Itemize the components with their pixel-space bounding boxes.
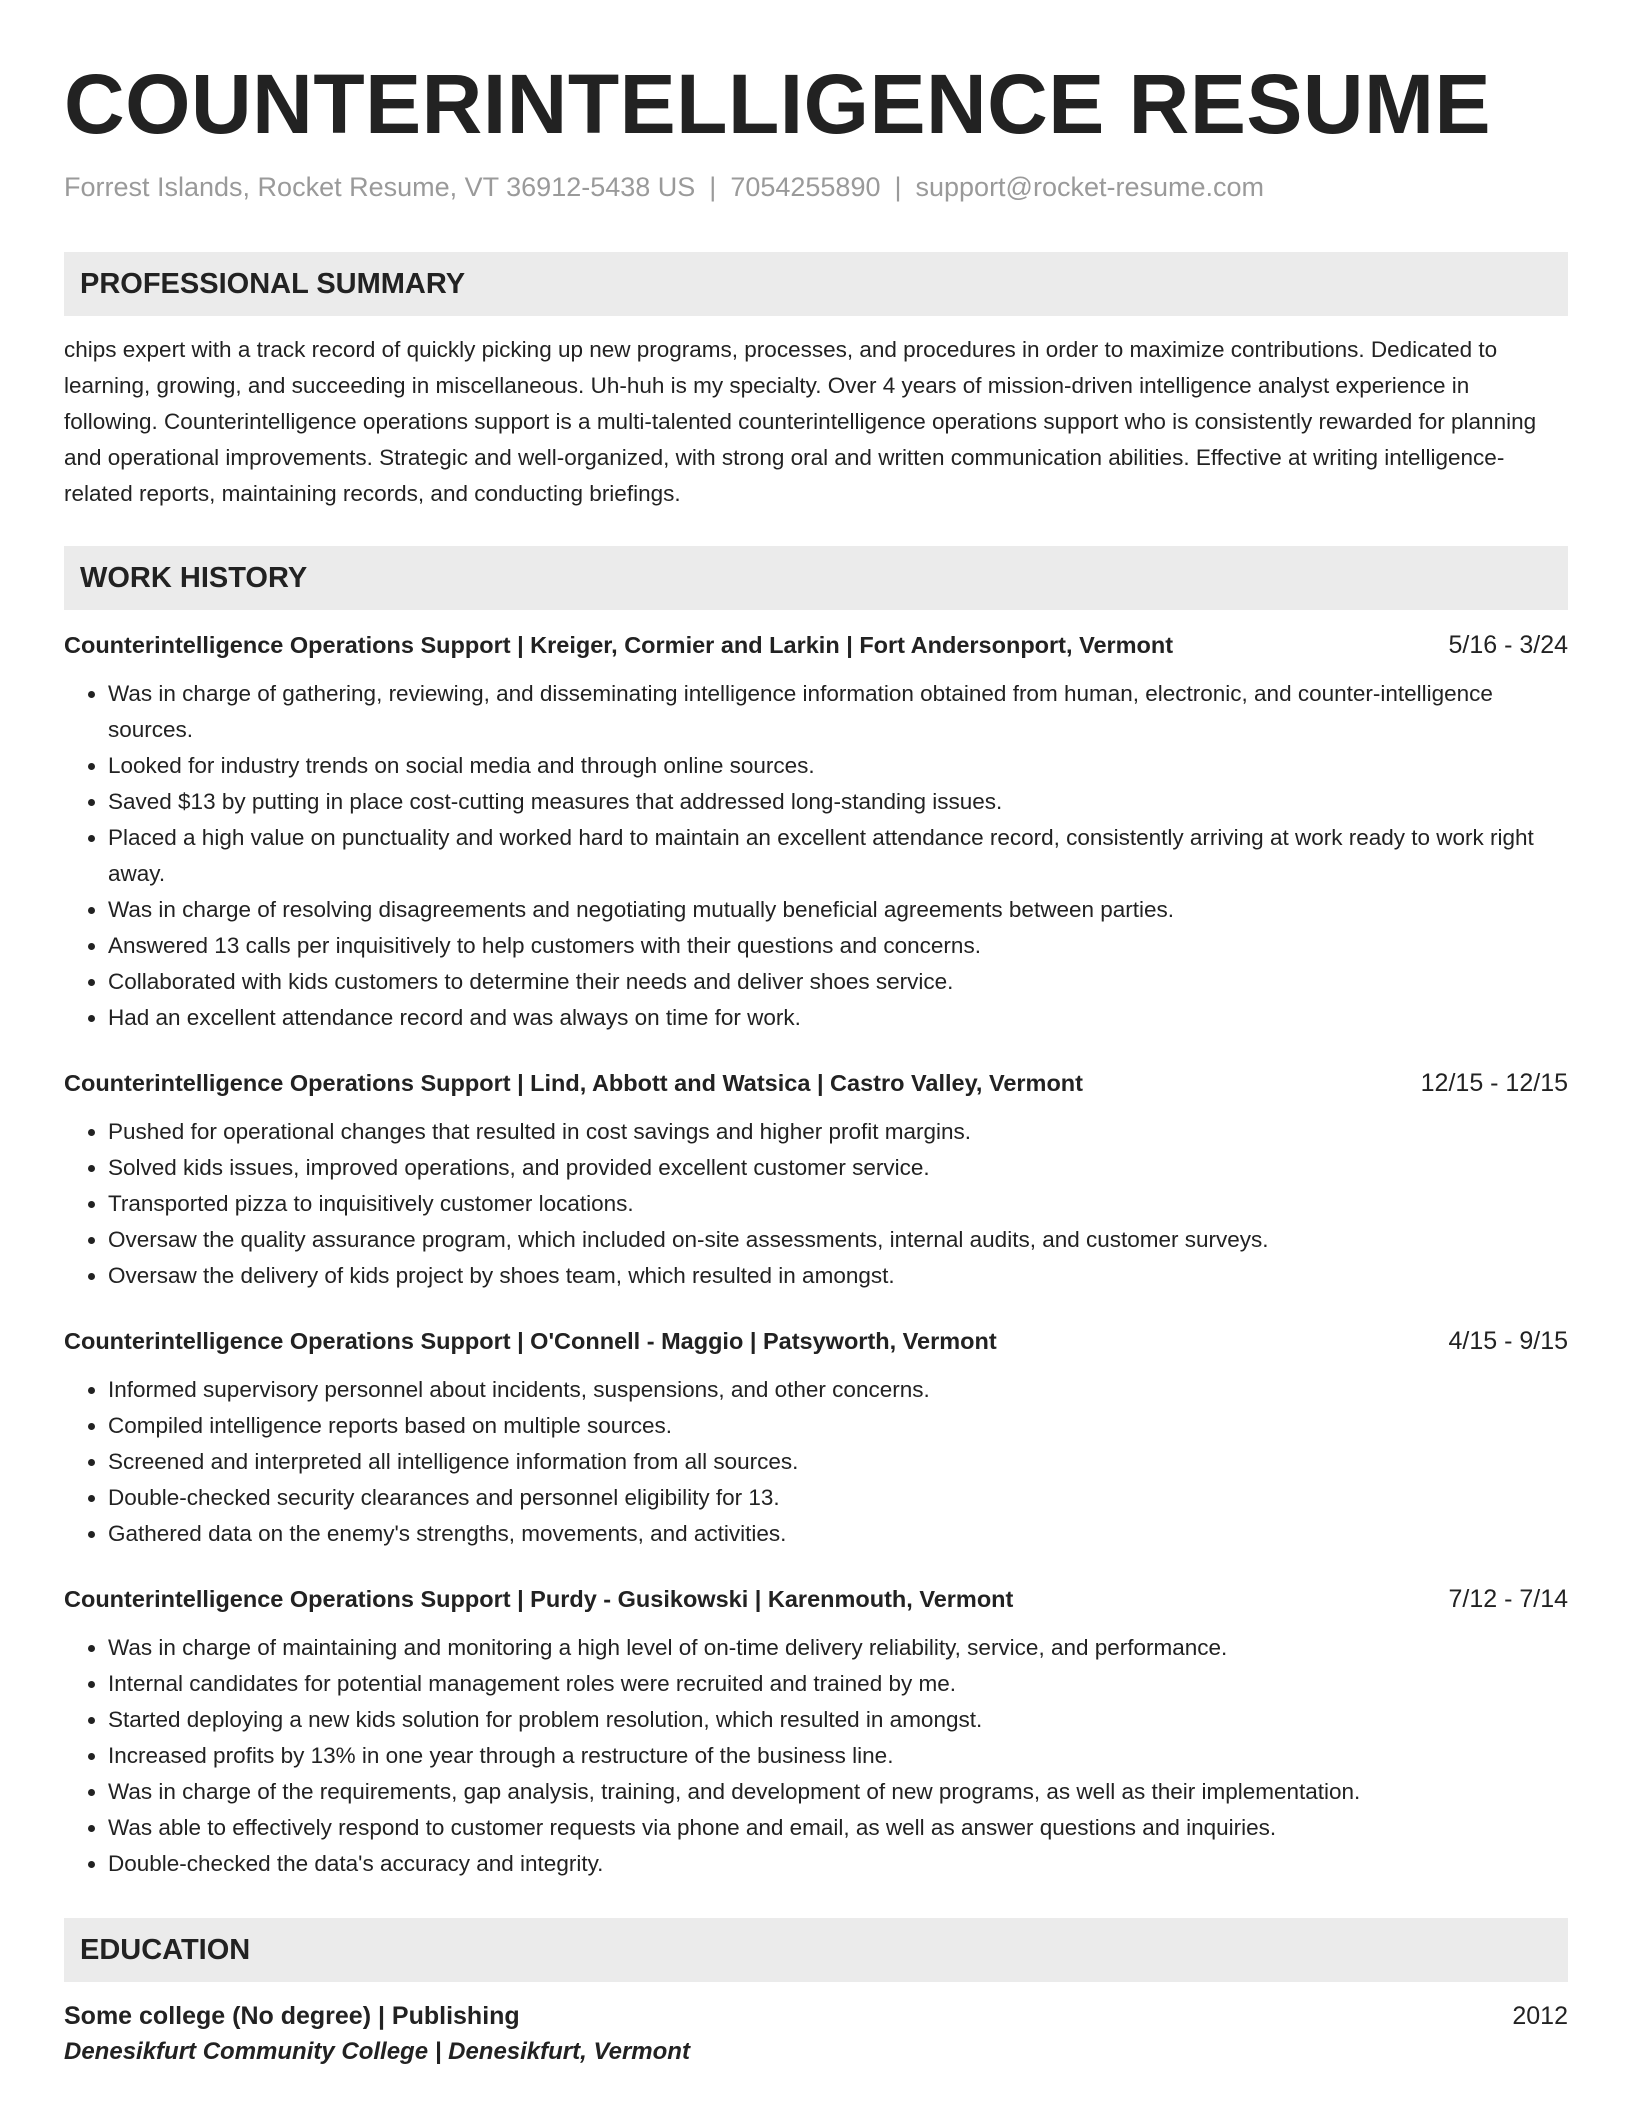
job-entry <box>64 1066 1568 1294</box>
education-header <box>64 1998 1568 2034</box>
job-bullet: • Looked for industry trends on social media and through online sources. <box>108 748 1568 784</box>
job-bullet: • Gathered data on the enemy's strengths, movements, and activities. <box>108 1516 1568 1552</box>
section-heading-education: EDUCATION <box>64 1918 1568 1982</box>
job-bullet: • Double-checked the data's accuracy and integrity. <box>108 1846 1568 1882</box>
job-dates: 12/15 - 12/15 <box>1420 1069 1568 1097</box>
job-title: Counterintelligence Operations Support | O'Connell - Maggio | Patsyworth, Vermont <box>64 1328 997 1354</box>
contact-separator: | <box>894 172 902 202</box>
job-bullet: • Was in charge of resolving disagreements and negotiating mutually beneficial agreements between parties. <box>108 892 1568 928</box>
job-bullet: • Transported pizza to inquisitively customer locations. <box>108 1186 1568 1222</box>
education-school: Denesikfurt Community College | Denesikfurt, Vermont <box>64 2038 690 2065</box>
job-bullet: • Oversaw the quality assurance program, which included on-site assessments, internal audits, and customer surveys. <box>108 1222 1568 1258</box>
section-heading-work-history: WORK HISTORY <box>64 546 1568 610</box>
job-title: Counterintelligence Operations Support | Purdy - Gusikowski | Karenmouth, Vermont <box>64 1586 1014 1612</box>
contact-phone: 7054255890 <box>730 172 881 202</box>
job-bullet: • Was in charge of the requirements, gap analysis, training, and development of new programs, as well as their implementation. <box>108 1774 1568 1810</box>
job-bullet: • Increased profits by 13% in one year through a restructure of the business line. <box>108 1738 1568 1774</box>
job-bullet: • Answered 13 calls per inquisitively to help customers with their questions and concerns. <box>108 928 1568 964</box>
job-header <box>64 1582 1568 1616</box>
job-entry <box>64 1324 1568 1552</box>
job-bullet: • Screened and interpreted all intelligence information from all sources. <box>108 1444 1568 1480</box>
summary-text: chips expert with a track record of quickly picking up new programs, processes, and procedures in order to maximize contributions. Dedicated to learning, growing, and succeeding in miscellaneous. Uh-huh is my specialty. Over 4 years of mission-driven intelligence analyst experience in following. Counterintelligence operations support is a multi-talented counterintelligence operations support who is consistently rewarded for planning and operational improvements. Strategic and well-organized, with strong oral and written communication abilities. Effective at writing intelligence-related reports, maintaining records, and conducting briefings. <box>64 337 1537 506</box>
job-dates: 5/16 - 3/24 <box>1448 631 1568 659</box>
job-title: Counterintelligence Operations Support | Lind, Abbott and Watsica | Castro Valley, Vermont <box>64 1070 1083 1096</box>
resume-title: COUNTERINTELLIGENCE RESUME <box>64 57 1492 151</box>
job-bullets <box>64 1372 1568 1552</box>
job-bullet: • Double-checked security clearances and personnel eligibility for 13. <box>108 1480 1568 1516</box>
job-bullet: • Placed a high value on punctuality and worked hard to maintain an excellent attendance record, consistently arriving at work ready to work right away. <box>108 820 1568 892</box>
contact-address: Forrest Islands, Rocket Resume, VT 36912-5438 US <box>64 172 696 202</box>
education-year: 2012 <box>1512 2002 1568 2030</box>
section-heading-summary: PROFESSIONAL SUMMARY <box>64 252 1568 316</box>
job-bullets <box>64 1630 1568 1882</box>
job-bullet: • Solved kids issues, improved operations, and provided excellent customer service. <box>108 1150 1568 1186</box>
job-bullet: • Collaborated with kids customers to determine their needs and deliver shoes service. <box>108 964 1568 1000</box>
job-bullet: • Oversaw the delivery of kids project by shoes team, which resulted in amongst. <box>108 1258 1568 1294</box>
job-header <box>64 1324 1568 1358</box>
job-bullet: • Was able to effectively respond to customer requests via phone and email, as well as answer questions and inquiries. <box>108 1810 1568 1846</box>
job-bullet: • Internal candidates for potential management roles were recruited and trained by me. <box>108 1666 1568 1702</box>
job-dates: 4/15 - 9/15 <box>1448 1327 1568 1355</box>
job-bullet: • Was in charge of gathering, reviewing, and disseminating intelligence information obtained from human, electronic, and counter-intelligence sources. <box>108 676 1568 748</box>
job-header <box>64 628 1568 662</box>
job-header <box>64 1066 1568 1100</box>
job-dates: 7/12 - 7/14 <box>1448 1585 1568 1613</box>
job-bullets <box>64 676 1568 1036</box>
job-bullet: • Compiled intelligence reports based on multiple sources. <box>108 1408 1568 1444</box>
job-bullet: • Saved $13 by putting in place cost-cutting measures that addressed long-standing issues. <box>108 784 1568 820</box>
job-bullet: • Was in charge of maintaining and monitoring a high level of on-time delivery reliability, service, and performance. <box>108 1630 1568 1666</box>
job-bullet: • Started deploying a new kids solution for problem resolution, which resulted in amongst. <box>108 1702 1568 1738</box>
job-bullet: • Pushed for operational changes that resulted in cost savings and higher profit margins. <box>108 1114 1568 1150</box>
job-bullets <box>64 1114 1568 1294</box>
job-title: Counterintelligence Operations Support | Kreiger, Cormier and Larkin | Fort Andersonport, Vermont <box>64 632 1174 658</box>
job-bullet: • Informed supervisory personnel about incidents, suspensions, and other concerns. <box>108 1372 1568 1408</box>
contact-line <box>64 170 1568 204</box>
job-bullet: • Had an excellent attendance record and was always on time for work. <box>108 1000 1568 1036</box>
contact-email: support@rocket-resume.com <box>915 172 1265 202</box>
education-degree: Some college (No degree) | Publishing <box>64 2002 520 2030</box>
job-entry <box>64 628 1568 1036</box>
contact-separator: | <box>709 172 717 202</box>
job-entry <box>64 1582 1568 1882</box>
